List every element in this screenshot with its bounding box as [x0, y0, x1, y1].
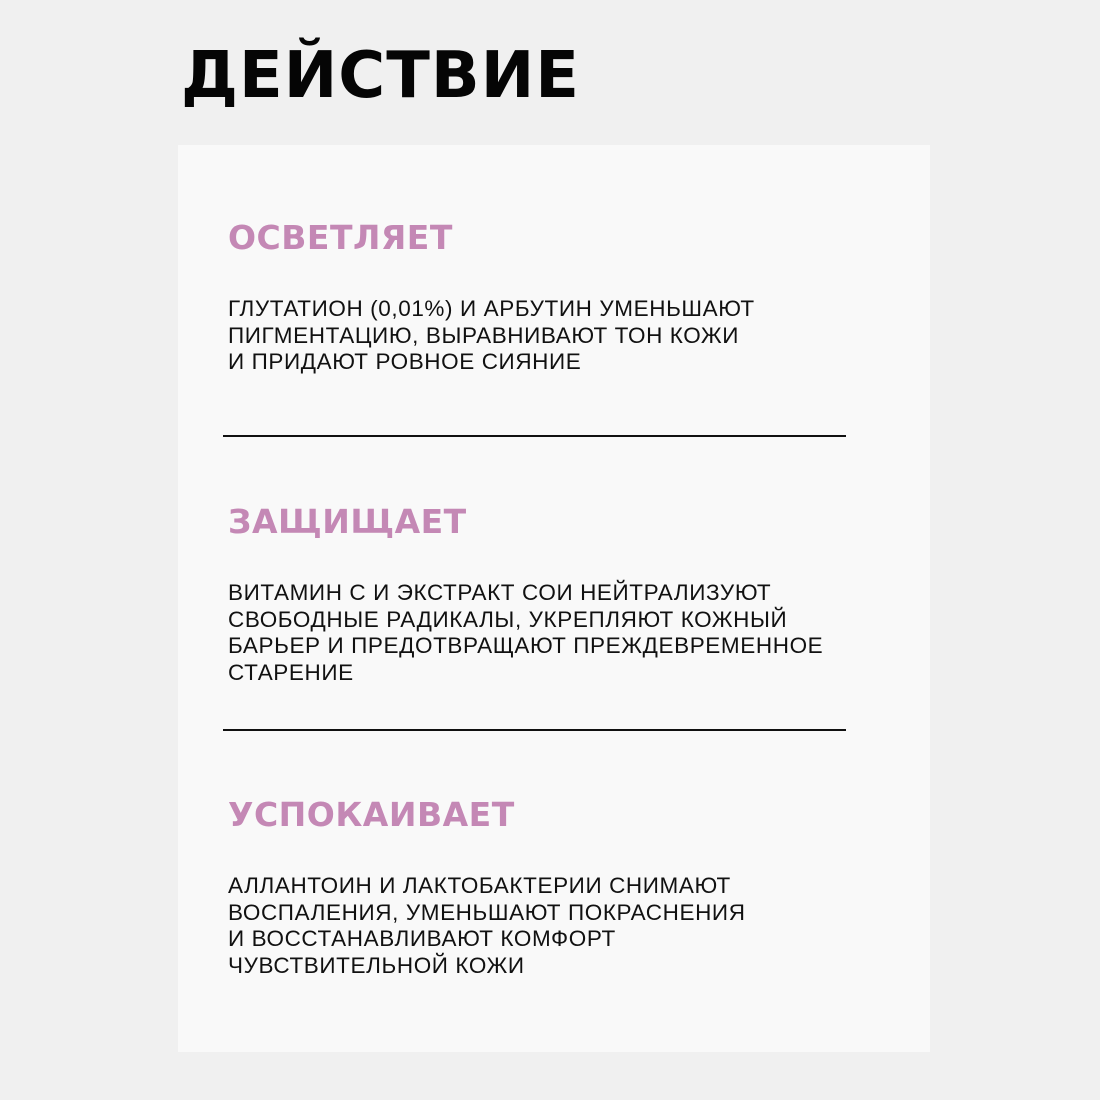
content-card — [178, 145, 930, 1052]
section-text: АЛЛАНТОИН И ЛАКТОБАКТЕРИИ СНИМАЮТ ВОСПАЛЕНИЯ, УМЕНЬШАЮТ ПОКРАСНЕНИЯ И ВОССТАНАВЛИВАЮТ КОМФОРТ ЧУВСТВИТЕЛЬНОЙ КОЖИ — [228, 873, 746, 978]
page-title: ДЕЙСТВИЕ — [181, 39, 580, 113]
section-brightens — [228, 218, 878, 376]
section-heading: ОСВЕТЛЯЕТ — [228, 218, 453, 257]
section-text: ВИТАМИН С И ЭКСТРАКТ СОИ НЕЙТРАЛИЗУЮТ СВОБОДНЫЕ РАДИКАЛЫ, УКРЕПЛЯЮТ КОЖНЫЙ БАРЬЕР И ПРЕДОТВРАЩАЮТ ПРЕЖДЕВРЕМЕННОЕ СТАРЕНИЕ — [228, 580, 824, 685]
section-divider — [223, 729, 846, 731]
section-soothes — [228, 795, 878, 979]
section-protects — [228, 502, 878, 686]
section-heading: УСПОКАИВАЕТ — [228, 795, 515, 834]
section-text: ГЛУТАТИОН (0,01%) И АРБУТИН УМЕНЬШАЮТ ПИГМЕНТАЦИЮ, ВЫРАВНИВАЮТ ТОН КОЖИ И ПРИДАЮТ РОВНОЕ СИЯНИЕ — [228, 296, 755, 374]
section-heading: ЗАЩИЩАЕТ — [228, 502, 467, 541]
section-divider — [223, 435, 846, 437]
